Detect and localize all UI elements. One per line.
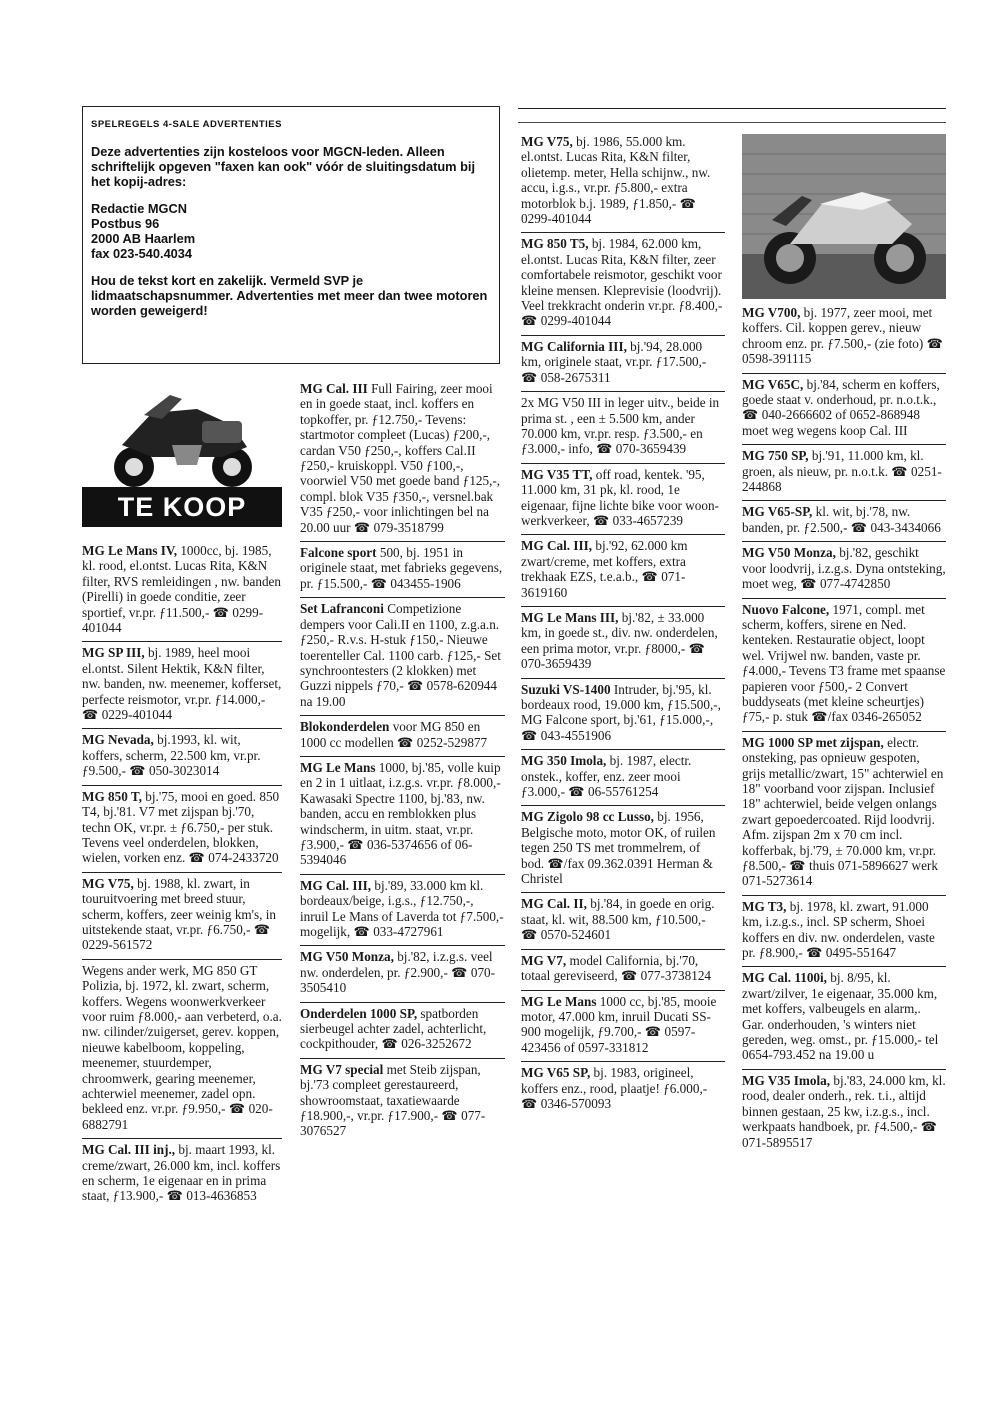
classified-ad bbox=[521, 606, 725, 678]
ad-title: MG Cal. III inj., bbox=[82, 1142, 176, 1158]
ad-text: Competizione dempers voor Cali.II en 1100, z.g.a.n. ƒ250,- R.v.s. H-stuk ƒ150,- Nieuwe toerenteller Cal. 1100 carb. ƒ125,- Set synchroontesters (2 klokken) met Guzzi nippels ƒ70,- ☎ 0578-620944 na 19.00 bbox=[300, 601, 501, 709]
ads-column-2 bbox=[300, 378, 505, 1145]
classified-ad bbox=[82, 785, 282, 872]
classified-ad bbox=[742, 541, 946, 597]
ad-text: 1000cc, bj. 1985, kl. rood, el.ontst. Lucas Rita, K&N filter, RVS remleidingen , nw. banden (Pirelli) in goede conditie, zeer sportief, vr.pr. ƒ11.500,- ☎ 0299-401044 bbox=[82, 543, 281, 636]
ad-text: bj. 1986, 55.000 km. el.ontst. Lucas Rita, K&N filter, olietemp. meter, Hella schijnw., nw. accu, i.g.s., vr.pr. ƒ5.800,- extra motorblok b.j. 1989, ƒ1.850,- ☎ 0299-401044 bbox=[521, 134, 711, 227]
classified-ad bbox=[742, 731, 946, 895]
ads-column-1 bbox=[82, 540, 282, 1210]
rules-paragraph-2: Hou de tekst kort en zakelijk. Vermeld SVP je lidmaatschapsnummer. Advertenties met meer dan twee motoren worden geweigerd! bbox=[91, 273, 488, 318]
ad-title: MG 1000 SP met zijspan, bbox=[742, 734, 884, 750]
ad-text: bj.'91, 11.000 km, kl. groen, als nieuw, pr. n.o.t.k. ☎ 0251-244868 bbox=[742, 448, 942, 495]
ad-text: model California, bj.'70, totaal gereviseerd, ☎ 077-3738124 bbox=[521, 952, 712, 984]
ad-title: MG Cal. III, bbox=[521, 538, 593, 554]
classified-ad bbox=[300, 1058, 505, 1145]
ad-text: 1971, compl. met scherm, koffers, sirene en Ned. kenteken. Restauratie object, loopt wel. Vrijwel nw. banden, vaste pr. ƒ4.000,- Tevens T3 frame met spaanse papieren voor ƒ500,- 2 Convert buddyseats (met kleine scheurtjes) ƒ75,- p. stuk ☎/fax 0346-265052 bbox=[742, 601, 946, 725]
classified-ad bbox=[521, 990, 725, 1062]
classified-ad bbox=[300, 756, 505, 874]
classified-ad bbox=[82, 728, 282, 784]
ad-text: electr. onsteking, pas opnieuw gespoten, grijs metallic/zwart, 15" achterwiel en 18" voorband voor zijspan. Inclusief 18" achterwiel, beide velgen onlangs zwart gepoedercoated. Rijd loodvrij. Afm. zijspan 2m x 70 cm incl. kofferbak, bj.'79, ± 70.000 km, vr.pr. ƒ8.500,- ☎ thuis 071-5896627 werk 071-5273614 bbox=[742, 734, 944, 889]
ad-text: bj.'82, ± 33.000 km, in goede st., div. nw. onderdelen, een prima motor, vr.pr. ƒ8000,- ☎ 070-3659439 bbox=[521, 609, 718, 672]
ad-text: bj.'92, 62.000 km zwart/creme, met koffers, extra trekhaak EZS, t.e.a.b., ☎ 071-3619160 bbox=[521, 538, 688, 600]
ad-text: spatborden sierbeugel achter zadel, achterlicht, cockpithouder, ☎ 026-3252672 bbox=[300, 1005, 487, 1052]
ad-text: Full Fairing, zeer mooi en in goede staat, incl. koffers en topkoffer, pr. ƒ12.750,- Tevens: startmotor compleet (Lucas) ƒ200,-, cardan V50 ƒ250,-, koffers Cal.II ƒ250,- kruiskoppl. V50 ƒ100,-, voorwiel V50 met goede band ƒ125,-, compl. blok V35 ƒ350,-, versnel.bak V35 ƒ250,- voor inlichtingen bel na 20.00 uur ☎ 079-3518799 bbox=[300, 381, 501, 535]
classified-ad bbox=[521, 463, 725, 535]
ad-text: met Steib zijspan, bj.'73 compleet gerestaureerd, showroomstaat, taxatiewaarde ƒ18.900,-, vr.pr. ƒ17.900,- ☎ 077-3076527 bbox=[300, 1061, 486, 1139]
classified-ad bbox=[82, 959, 282, 1138]
classified-ad bbox=[742, 895, 946, 967]
ad-text: 1000 cc, bj.'85, mooie motor, 47.000 km, inruil Ducati SS-900 mogelijk, ƒ9.700,- ☎ 0597-423456 of 0597-331812 bbox=[521, 993, 717, 1055]
ad-text: bj.'94, 28.000 km, originele staat, vr.pr. ƒ17.500,- ☎ 058-2675311 bbox=[521, 338, 707, 385]
ad-title: Blokonderdelen bbox=[300, 719, 390, 735]
classified-ad bbox=[300, 715, 505, 756]
classified-ad bbox=[521, 232, 725, 334]
ad-title: MG V7, bbox=[521, 952, 567, 968]
ad-text: bj.'82, geschikt voor loodvrij, i.z.g.s. Dyna ontsteking, moet weg, ☎ 077-4742850 bbox=[742, 545, 946, 592]
classified-ad bbox=[742, 302, 946, 373]
ad-title: MG V700, bbox=[742, 305, 801, 320]
classified-ad bbox=[521, 892, 725, 948]
classified-ad bbox=[300, 1002, 505, 1058]
ad-text: bj. 1984, 62.000 km, el.ontst. Lucas Rita, K&N filter, zeer comfortabele reismotor, geschikt voor kleine mensen. Kleprevisie (loodvrij). Veel trekkracht onderin vr.pr. ƒ8.400,- ☎ 0299-401044 bbox=[521, 236, 723, 329]
ad-title: Nuovo Falcone, bbox=[742, 601, 830, 617]
ad-text: 1000, bj.'85, volle kuip en 2 in 1 uitlaat, i.z.g.s. vr.pr. ƒ8.000,- Kawasaki Spectre 1100, bj.'83, nw. banden, accu en remblokken plus windscherm, in uitm. staat, vr.pr. ƒ3.900,- ☎ 036-5374656 of 06-5394046 bbox=[300, 759, 501, 868]
top-rule bbox=[518, 108, 946, 109]
ad-text: bj. 1978, kl. zwart, 91.000 km, i.z.g.s., incl. SP scherm, Shoei koffers en div. nw. onderdelen, vaste pr. ƒ8.900,- ☎ 0495-551647 bbox=[742, 898, 935, 961]
classified-ad bbox=[742, 373, 946, 445]
ads-column-4 bbox=[742, 302, 946, 1156]
classified-ad bbox=[742, 500, 946, 541]
ad-text: kl. wit, bj.'78, nw. banden, pr. ƒ2.500,- ☎ 043-3434066 bbox=[742, 504, 941, 535]
ad-title: MG SP III, bbox=[82, 645, 145, 661]
ad-title: MG California III, bbox=[521, 338, 627, 354]
ad-title: MG V7 special bbox=[300, 1061, 384, 1077]
classified-ad bbox=[521, 131, 725, 232]
classified-ad bbox=[300, 541, 505, 597]
ad-text: Intruder, bj.'95, kl. bordeaux rood, 19.000 km, ƒ15.500,-, MG Falcone sport, bj.'61, ƒ15.000,-, ☎ 043-4551906 bbox=[521, 681, 721, 743]
rules-address-line: 2000 AB Haarlem bbox=[91, 231, 196, 246]
ad-text: bj.'84, scherm en koffers, goede staat v. onderhoud, pr. n.o.t.k., ☎ 040-2666602 of 0652-868948 moet weg wegens koop Cal. III bbox=[742, 376, 940, 438]
classified-ad bbox=[521, 949, 725, 990]
ad-text: bj. 1988, kl. zwart, in touruitvoering met breed stuur, scherm, koffers, zeer weinig km's, in uitstekende staat, vr.pr. ƒ6.750,- ☎ 0229-561572 bbox=[82, 875, 277, 953]
ad-title: MG V65 SP, bbox=[521, 1065, 591, 1081]
ad-title: MG Le Mans bbox=[521, 993, 597, 1009]
ad-text: bj. 1977, zeer mooi, met koffers. Cil. koppen gerev., nieuw chroom enz. pr. ƒ7.500,- (zie foto) ☎ 0598-391115 bbox=[742, 305, 943, 367]
te-koop-label: TE KOOP bbox=[82, 487, 282, 527]
ad-title: MG V50 Monza, bbox=[300, 949, 394, 965]
ad-title: Set Lafranconi bbox=[300, 601, 384, 617]
classified-ad bbox=[742, 966, 946, 1068]
ad-text: bj. 1989, heel mooi el.ontst. Silent Hektik, K&N filter, nw. banden, nw. meenemer, kofferset, perfecte reismotor, vr.pr. ƒ14.000,- ☎ 0229-401044 bbox=[82, 645, 282, 723]
classified-ad bbox=[742, 598, 946, 731]
rules-address-line: Redactie MGCN bbox=[91, 201, 187, 216]
ad-title: Falcone sport bbox=[300, 545, 377, 561]
ad-title: MG Cal. 1100i, bbox=[742, 970, 827, 986]
rules-address bbox=[91, 201, 491, 261]
ad-text: bj.'89, 33.000 km kl. bordeaux/beige, i.g.s., ƒ12.750,-, inruil Le Mans of Laverda tot ƒ7.500,- mogelijk, ☎ 033-4727961 bbox=[300, 877, 504, 939]
ad-title: MG V75, bbox=[82, 875, 134, 891]
classified-ad bbox=[82, 641, 282, 728]
ad-text: bj. 1983, origineel, koffers enz., rood, plaatje! ƒ6.000,- ☎ 0346-570093 bbox=[521, 1065, 708, 1111]
ad-title: MG Cal. III bbox=[300, 381, 368, 396]
ad-title: MG Cal. III, bbox=[300, 877, 372, 893]
classified-ad bbox=[300, 378, 505, 541]
ads-column-3 bbox=[521, 131, 725, 1117]
ad-text: bj.'84, in goede en orig. staat, kl. wit, 88.500 km, ƒ10.500,- ☎ 0570-524601 bbox=[521, 896, 715, 943]
classified-ad bbox=[742, 444, 946, 500]
rules-box bbox=[82, 106, 500, 364]
ad-title: MG Zigolo 98 cc Lusso, bbox=[521, 809, 654, 825]
ad-title: MG Cal. II, bbox=[521, 896, 587, 912]
classified-ad bbox=[742, 1069, 946, 1156]
rules-address-line: fax 023-540.4034 bbox=[91, 246, 193, 261]
ad-text: 2x MG V50 III in leger uitv., beide in prima st. , een ± 5.500 km, ander 70.000 km, vr.pr. resp. ƒ3.500,- en ƒ3.000,- info, ☎ 070-3659439 bbox=[521, 395, 720, 457]
ad-title: Onderdelen 1000 SP, bbox=[300, 1005, 418, 1021]
classified-ad bbox=[521, 805, 725, 892]
ad-title: MG V75, bbox=[521, 134, 573, 149]
ad-text: bj.'82, i.z.g.s. veel nw. onderdelen, pr. ƒ2.900,- ☎ 070-3505410 bbox=[300, 949, 496, 996]
ad-title: MG Le Mans bbox=[300, 759, 376, 775]
motorcycle-photo bbox=[742, 134, 946, 299]
te-koop-banner bbox=[82, 385, 282, 531]
classified-ad bbox=[300, 945, 505, 1001]
classified-ad bbox=[300, 874, 505, 946]
ad-title: MG V65C, bbox=[742, 376, 804, 392]
classified-ad bbox=[82, 872, 282, 959]
classified-ad bbox=[82, 540, 282, 641]
ad-text: bj.'83, 24.000 km, kl. rood, dealer onderh., rek. t.i., altijd binnen gestaan, 25 kw, i.z.g.s., incl. werkpaats handboek, pr. ƒ4.500,- ☎ 071-5895517 bbox=[742, 1072, 946, 1150]
ad-text: bj. 8/95, kl. zwart/zilver, 1e eigenaar, 35.000 km, met koffers, valbeugels en alarm,. Gar. onderhouden, 's winters niet gereden, weg. omst., pr. ƒ15.000,- tel 0654-793.452 na 19.00 u bbox=[742, 970, 939, 1063]
ad-text: voor MG 850 en 1000 cc modellen ☎ 0252-529877 bbox=[300, 719, 488, 750]
classified-ad bbox=[521, 1061, 725, 1117]
ad-title: MG 350 Imola, bbox=[521, 753, 607, 769]
rules-heading: SPELREGELS 4-SALE ADVERTENTIES bbox=[91, 119, 282, 130]
classified-ad bbox=[300, 597, 505, 715]
ad-title: MG T3, bbox=[742, 898, 787, 914]
rules-paragraph-1: Deze advertenties zijn kosteloos voor MGCN-leden. Alleen schriftelijk opgeven "faxen kan ook" vóór de sluitingsdatum bij het kopij-adres: bbox=[91, 144, 476, 189]
ad-title: MG V35 Imola, bbox=[742, 1072, 831, 1088]
ad-title: Suzuki VS-1400 bbox=[521, 681, 611, 697]
classified-ad bbox=[521, 678, 725, 750]
ad-title: MG 750 SP, bbox=[742, 448, 809, 464]
ad-title: MG V50 Monza, bbox=[742, 545, 836, 561]
ad-text: bj.1993, kl. wit, koffers, scherm, 22.500 km, vr.pr. ƒ9.500,- ☎ 050-3023014 bbox=[82, 732, 261, 779]
ad-title: MG Nevada, bbox=[82, 732, 154, 748]
ad-title: MG Le Mans III, bbox=[521, 609, 619, 625]
ad-text: bj.'75, mooi en goed. 850 T4, bj.'81. V7 met zijspan bj.'70, techn OK, vr.pr. ± ƒ6.750,- per stuk. Tevens veel onderdelen, blokken, wielen, vorken enz. ☎ 074-2433720 bbox=[82, 788, 280, 866]
ad-text: bj. 1956, Belgische moto, motor OK, of ruilen tegen 250 TS met trommelrem, of bod. ☎/fax 09.362.0391 Herman & Christel bbox=[521, 809, 716, 887]
ad-text: 500, bj. 1951 in originele staat, met fabrieks gegevens, pr. ƒ15.500,- ☎ 043455-1906 bbox=[300, 545, 503, 591]
ad-title: MG Le Mans IV, bbox=[82, 543, 178, 558]
classified-ad bbox=[521, 534, 725, 606]
classified-ad bbox=[82, 1138, 282, 1210]
classified-ad bbox=[521, 391, 725, 463]
top-rule-thin bbox=[518, 122, 946, 123]
ad-title: MG V65-SP, bbox=[742, 504, 813, 520]
ad-title: MG 850 T5, bbox=[521, 236, 589, 252]
classified-ad bbox=[521, 335, 725, 391]
ad-text: Wegens ander werk, MG 850 GT Polizia, bj. 1972, kl. zwart, scherm, koffers. Wegens woonwerkverkeer voor ruim ƒ8.000,- aan verbeterd, o.a. nw. cilinder/zuigerset, gerev. koppen, nieuwe kabelboom, koppeling, meenemer, stuurdemper, chroomwerk, gearing meenemer, achterwiel meenemer, zadel opn. bekleed enz. vr.pr. ƒ9.950,- ☎ 020-6882791 bbox=[82, 962, 282, 1132]
ad-title: MG 850 T, bbox=[82, 788, 142, 804]
ad-text: bj. maart 1993, kl. creme/zwart, 26.000 km, incl. koffers en scherm, 1e eigenaar en in prima staat, ƒ13.900,- ☎ 013-4636853 bbox=[82, 1142, 281, 1204]
classified-ad bbox=[521, 749, 725, 805]
ad-title: MG V35 TT, bbox=[521, 466, 593, 482]
rules-address-line: Postbus 96 bbox=[91, 216, 160, 231]
ad-text: off road, kentek. '95, 11.000 km, 31 pk, kl. rood, 1e eigenaar, fijne lichte bike voor woon-werkverkeer, ☎ 033-4657239 bbox=[521, 466, 719, 528]
ad-text: bj. 1987, electr. onstek., koffer, enz. zeer mooi ƒ3.000,- ☎ 06-55761254 bbox=[521, 753, 692, 800]
